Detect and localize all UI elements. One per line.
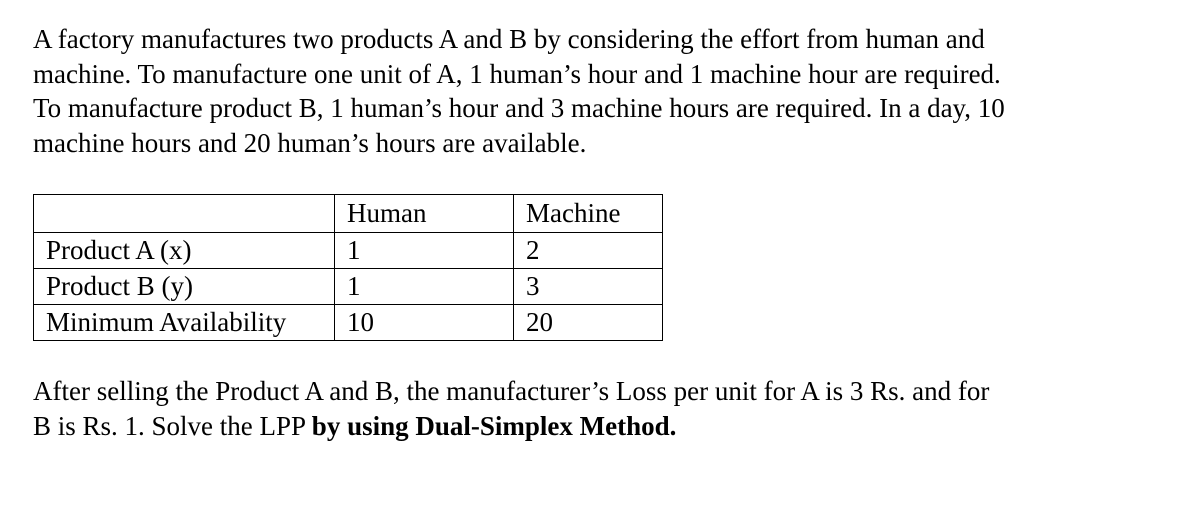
table-header-cell-empty [34,195,335,233]
closing-line-2-bold: by using Dual-Simplex Method. [311,410,677,441]
table-row [34,233,663,269]
statement-line-3: To manufacture product B, 1 human’s hour and 3 machine hours are required. In a day, 10 [33,93,1005,123]
table-cell-human: 1 [335,233,514,269]
statement-line-4: machine hours and 20 human’s hours are available. [33,127,587,158]
closing-line-2-plain: B is Rs. 1. Solve the LPP [33,410,312,441]
closing-statement [33,374,1143,443]
table-row [34,305,663,341]
statement-line-1: A factory manufactures two products A and B by considering the effort from human and [33,24,985,54]
statement-line-2: machine. To manufacture one unit of A, 1 human’s hour and 1 machine hour are required. [33,58,1001,89]
table-cell-label: Product A (x) [34,233,335,269]
table-row [34,269,663,305]
closing-line-2 [33,409,1143,444]
table-cell-human: 10 [335,305,514,341]
table-cell-label: Product B (y) [34,269,335,305]
table-cell-label: Minimum Availability [34,305,335,341]
table-header-row [34,195,663,233]
table-header-cell-human: Human [335,195,514,233]
table-cell-machine: 20 [514,305,663,341]
problem-statement [33,22,1143,160]
table-header-cell-machine: Machine [514,195,663,233]
resource-table [33,194,663,341]
table-cell-machine: 2 [514,233,663,269]
closing-line-1: After selling the Product A and B, the manufacturer’s Loss per unit for A is 3 Rs. and for [33,376,990,406]
table-cell-machine: 3 [514,269,663,305]
table-cell-human: 1 [335,269,514,305]
